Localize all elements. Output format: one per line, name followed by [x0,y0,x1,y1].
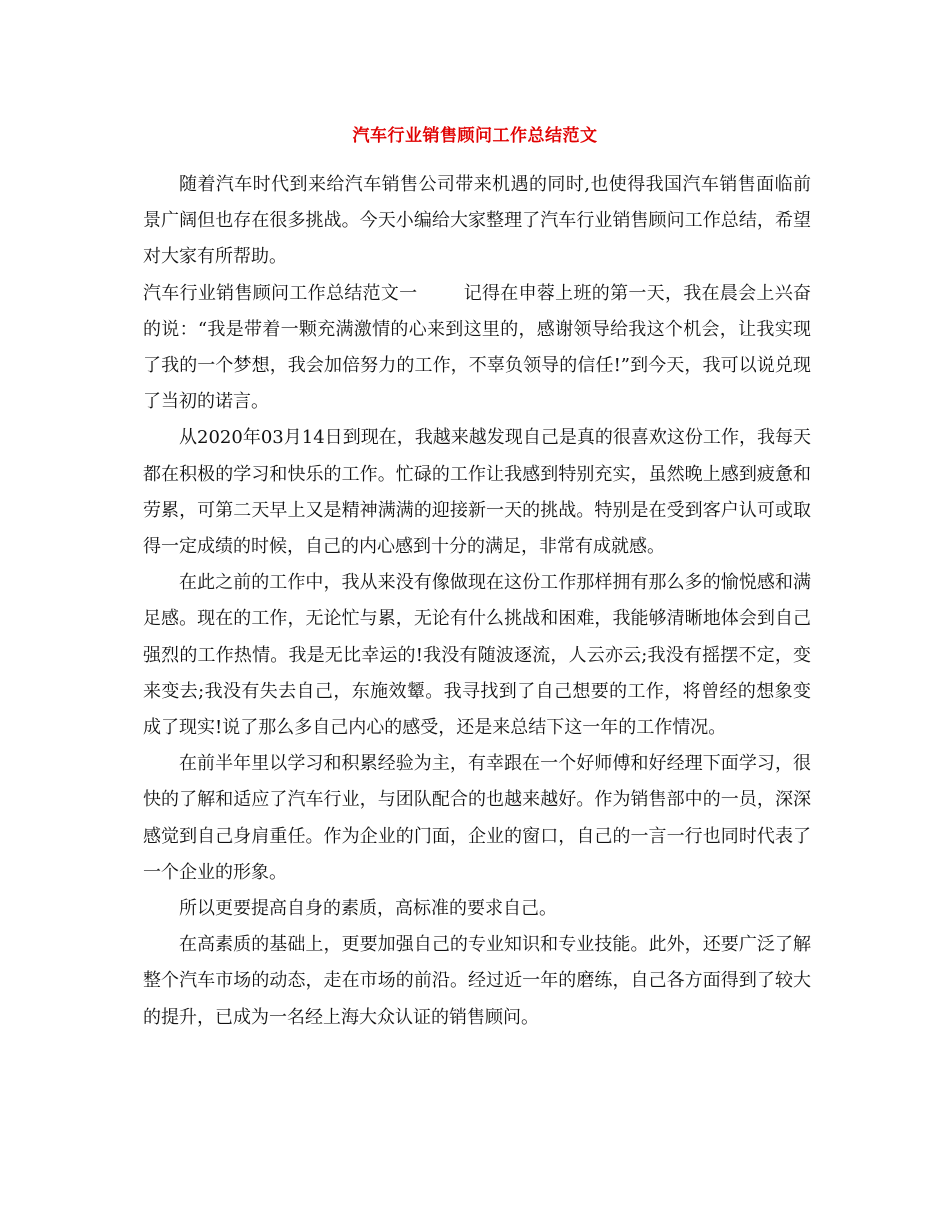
section-heading: 汽车行业销售顾问工作总结范文一 [143,282,418,304]
section-first-text: 记得在申蓉上班的第一天，我在晨会上兴奋的说：“我是带着一颗充满激情的心来到这里的，感谢领导给我这个机会，让我实现了我的一个梦想，我会加倍努力的工作，不辜负领导的信任!”到今天，我可以说兑现了当初的诺言。 [143,282,812,413]
body-paragraph: 在前半年里以学习和积累经验为主，有幸跟在一个好师傅和好经理下面学习，很快的了解和适应了汽车行业，与团队配合的也越来越好。作为销售部中的一员，深深感觉到自己身肩重任。作为企业的门面，企业的窗口，自己的一言一行也同时代表了一个企业的形象。 [143,753,811,883]
intro-paragraph: 随着汽车时代到来给汽车销售公司带来机遇的同时,也使得我国汽车销售面临前景广阔但也存在很多挑战。今天小编给大家整理了汽车行业销售顾问工作总结，希望对大家有所帮助。 [143,174,811,268]
document-title: 汽车行业销售顾问工作总结范文 [352,126,598,146]
body-paragraph: 所以更要提高自身的素质，高标准的要求自己。 [179,898,557,920]
document-body [143,167,811,1036]
section-paragraph [143,276,811,421]
body-paragraph: 在高素质的基础上，更要加强自己的专业知识和专业技能。此外，还要广泛了解整个汽车市场的动态，走在市场的前沿。经过近一年的磨练，自己各方面得到了较大的提升，已成为一名经上海大众认证的销售顾问。 [143,934,811,1028]
body-paragraph: 从2020年03月14日到现在，我越来越发现自己是真的很喜欢这份工作，我每天都在积极的学习和快乐的工作。忙碌的工作让我感到特别充实，虽然晚上感到疲惫和劳累，可第二天早上又是精神满满的迎接新一天的挑战。特别是在受到客户认可或取得一定成绩的时候，自己的内心感到十分的满足，非常有成就感。 [143,427,811,558]
body-paragraph: 在此之前的工作中，我从来没有像做现在这份工作那样拥有那么多的愉悦感和满足感。现在的工作，无论忙与累，无论有什么挑战和困难，我能够清晰地体会到自己强烈的工作热情。我是无比幸运的!我没有随波逐流，人云亦云;我没有摇摆不定，变来变去;我没有失去自己，东施效颦。我寻找到了自己想要的工作，将曾经的想象变成了现实!说了那么多自己内心的感受，还是来总结下这一年的工作情况。 [143,572,811,739]
